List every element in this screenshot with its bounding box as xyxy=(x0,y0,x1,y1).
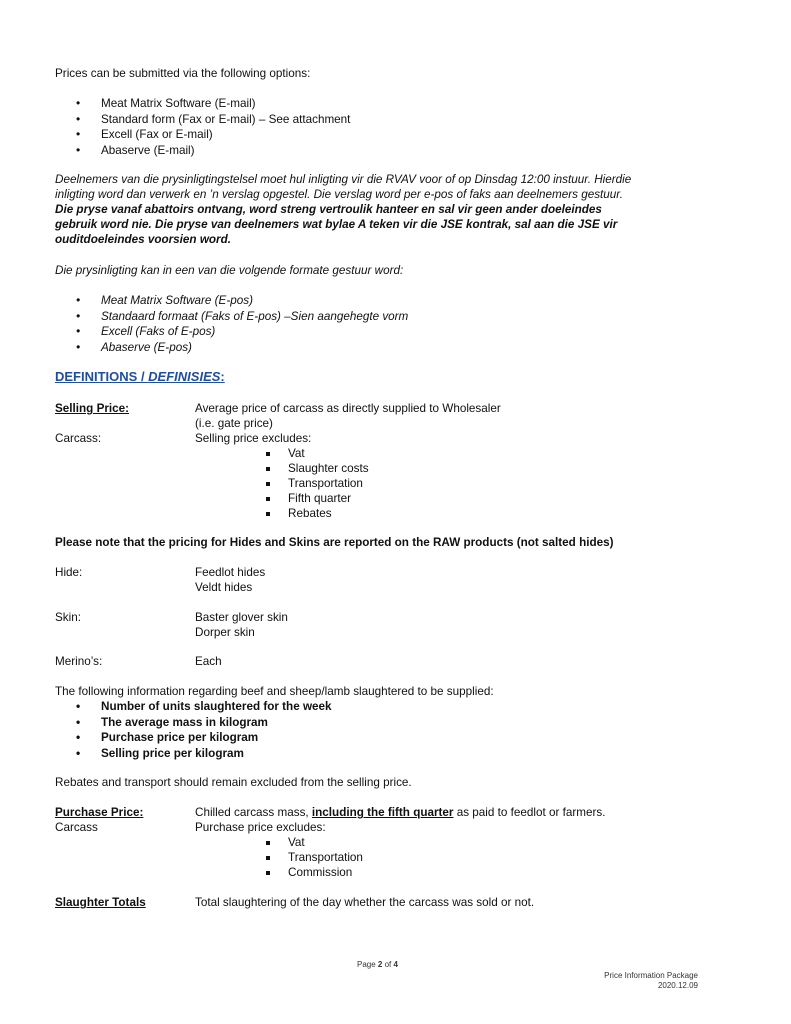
heading-en: DEFINITIONS / xyxy=(55,369,149,384)
list-item: Commission xyxy=(263,865,363,880)
purchase-excludes-list xyxy=(263,835,363,880)
list-item: Transportation xyxy=(263,476,369,491)
page-current: 2 xyxy=(377,960,383,969)
hide-item: Feedlot hides xyxy=(195,566,266,579)
purchase-desc-part: Chilled carcass mass, xyxy=(195,806,312,819)
list-item: Fifth quarter xyxy=(263,491,369,506)
info-intro: The following information regarding beef and sheep/lamb slaughtered to be supplied: xyxy=(55,685,494,698)
skin-item: Dorper skin xyxy=(195,626,255,639)
list-item: Vat xyxy=(263,446,369,461)
list-item: • The average mass in kilogram xyxy=(76,715,332,731)
list-item: Rebates xyxy=(263,506,369,521)
slaughter-totals-label: Slaughter Totals xyxy=(55,896,146,909)
info-list xyxy=(76,699,332,761)
list-item: • Purchase price per kilogram xyxy=(76,730,332,746)
purchase-price-label: Purchase Price: xyxy=(55,806,144,819)
purchase-desc-part: as paid to feedlot or farmers. xyxy=(453,806,606,819)
slaughter-totals-desc: Total slaughtering of the day whether the carcass was sold or not. xyxy=(195,896,535,909)
list-item: • Meat Matrix Software (E-pos) xyxy=(76,293,408,309)
footer-date: 2020.12.09 xyxy=(657,981,698,990)
list-item: • Meat Matrix Software (E-mail) xyxy=(76,96,350,112)
list-item: • Excell (Faks of E-pos) xyxy=(76,324,408,340)
definitions-heading xyxy=(55,369,225,384)
carcass-label: Carcass: xyxy=(55,432,102,445)
selling-price-label: Selling Price: xyxy=(55,402,130,415)
selling-desc: Average price of carcass as directly supplied to Wholesaler xyxy=(195,402,501,415)
hide-label: Hide: xyxy=(55,566,83,579)
list-item: • Standard form (Fax or E-mail) – See attachment xyxy=(76,112,350,128)
options-list-af xyxy=(76,293,408,355)
carcass-label: Carcass xyxy=(55,821,98,834)
page-of: of xyxy=(382,960,394,969)
skin-item: Baster glover skin xyxy=(195,611,288,624)
list-item: • Abaserve (E-mail) xyxy=(76,143,350,159)
selling-excludes-label: Selling price excludes: xyxy=(195,432,312,445)
selling-desc: (i.e. gate price) xyxy=(195,417,273,430)
merino-label: Merino’s: xyxy=(55,655,103,668)
afrikaans-paragraph xyxy=(55,172,699,247)
purchase-desc xyxy=(195,805,605,820)
afrikaans-intro: Die prysinligting kan in een van die volgende formate gestuur word: xyxy=(55,264,404,277)
paragraph-line: inligting word dan verwerk en ’n verslag opgestel. Die verslag word per e-pos of faks aan deelnemers gestuur. xyxy=(55,188,624,201)
page-total: 4 xyxy=(393,960,398,969)
list-item: • Selling price per kilogram xyxy=(76,746,332,762)
hide-item: Veldt hides xyxy=(195,581,253,594)
page-word: Page xyxy=(357,960,378,969)
list-item: Vat xyxy=(263,835,363,850)
heading-af: DEFINISIES xyxy=(148,369,221,384)
purchase-excludes-label: Purchase price excludes: xyxy=(195,821,326,834)
skin-label: Skin: xyxy=(55,611,81,624)
merino-value: Each xyxy=(195,655,222,668)
purchase-desc-emphasis: including the fifth quarter xyxy=(311,806,454,819)
list-item: Transportation xyxy=(263,850,363,865)
heading-colon: : xyxy=(220,369,225,384)
list-item: • Abaserve (E-pos) xyxy=(76,340,408,356)
list-item: Slaughter costs xyxy=(263,461,369,476)
paragraph-bold-line: Die pryse vanaf abattoirs ontvang, word streng vertroulik hanteer en sal vir geen ander doeleindes xyxy=(55,203,602,216)
list-item: • Standaard formaat (Faks of E-pos) –Sien aangehegte vorm xyxy=(76,309,408,325)
rebates-note: Rebates and transport should remain excluded from the selling price. xyxy=(55,776,412,789)
intro-text: Prices can be submitted via the following options: xyxy=(55,67,311,80)
list-item: • Number of units slaughtered for the week xyxy=(76,699,332,715)
footer-package: Price Information Package xyxy=(604,971,698,980)
page-number xyxy=(357,957,398,972)
selling-excludes-list xyxy=(263,446,369,521)
paragraph-bold-line: gebruik word nie. Die pryse van deelnemers wat bylae A teken vir die JSE kontrak, sal aan die JSE vir xyxy=(55,218,618,231)
list-item: • Excell (Fax or E-mail) xyxy=(76,127,350,143)
paragraph-line: Deelnemers van die prysinligtingstelsel moet hul inligting vir die RVAV voor of op Dinsdag 12:00 instuur. Hierdie xyxy=(55,173,632,186)
options-list-en xyxy=(76,96,350,158)
paragraph-bold-line: ouditdoeleindes voorsien word. xyxy=(55,233,231,246)
hides-note: Please note that the pricing for Hides and Skins are reported on the RAW products (not salted hides) xyxy=(55,536,614,549)
